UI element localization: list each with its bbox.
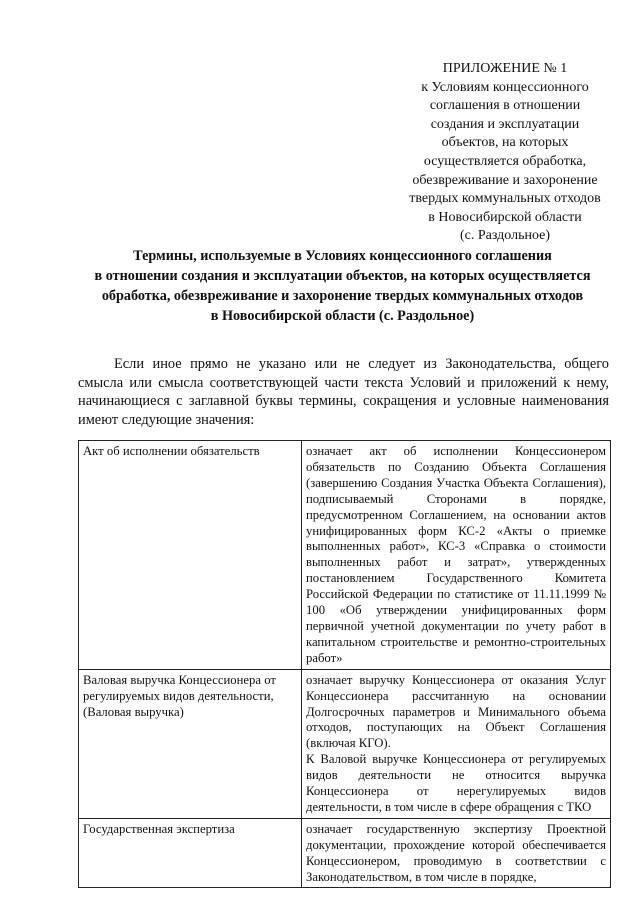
term-cell: Акт об исполнении обязательств: [79, 441, 302, 670]
appendix-line: ПРИЛОЖЕНИЕ № 1: [442, 61, 568, 76]
terms-table: [78, 440, 611, 888]
appendix-header: [385, 60, 625, 246]
appendix-line: к Условиям концессионного: [421, 79, 589, 95]
definition-paragraph: означает выручку Концессионера от оказания Услуг Концессионера рассчитанную на основании Долгосрочных параметров и Минимального объема отходов, поступающих на Объект Соглашения (включая КГО).: [306, 672, 606, 751]
definition-cell: [302, 669, 611, 818]
appendix-line: осуществляется обработка,: [423, 153, 587, 169]
table-row: [79, 818, 611, 888]
appendix-line: создания и эксплуатации: [430, 116, 580, 132]
appendix-line: обезвреживание и захоронение: [412, 172, 598, 188]
term-cell: Валовая выручка Концессионера от регулируемых видов деятельности, (Валовая выручка): [79, 669, 302, 818]
appendix-line: в Новосибирской области: [428, 209, 582, 225]
appendix-line: объектов, на которых: [441, 135, 569, 151]
table-row: [79, 669, 611, 818]
title-line: Термины, используемые в Условиях концессионного соглашения: [133, 248, 552, 264]
intro-paragraph: [78, 355, 609, 429]
appendix-line: (с. Раздольное): [459, 228, 550, 244]
definition-cell: означает государственную экспертизу Проектной документации, прохождение которой обеспечивается Концессионером, проводимую в соответствии с Законодательством, в том числе в порядке,: [302, 818, 611, 888]
definition-cell: означает акт об исполнении Концессионером обязательств по Созданию Объекта Соглашения (завершению Создания Участка Объекта Соглашения), подписываемый Сторонами в порядке, предусмотренном Соглашением, на основании актов унифицированных форм КС-2 «Акты о приемке выполненных работ», КС-3 «Справка о стоимости выполненных работ и затрат», утвержденных постановлением Государственного Комитета Российской Федерации по статистике от 11.11.1999 № 100 «Об утверждении унифицированных форм первичной учетной документации по учету работ в капитальном строительстве и ремонтно-строительных работ»: [302, 441, 611, 670]
title-line: в Новосибирской области (с. Раздольное): [210, 308, 475, 324]
title-line: обработка, обезвреживание и захоронение твердых коммунальных отходов: [101, 288, 584, 304]
term-cell: Государственная экспертиза: [79, 818, 302, 888]
title-line: в отношении создания и эксплуатации объектов, на которых осуществляется: [94, 268, 591, 284]
appendix-line: соглашения в отношении: [429, 98, 581, 114]
intro-text: Если иное прямо не указано или не следует из Законодательства, общего смысла или смысла соответствующей части текста Условий и приложений к нему, начинающиеся с заглавной буквы термины, сокращения и условные наименования имеют следующие значения:: [78, 356, 609, 428]
document-title: [60, 246, 625, 326]
appendix-line: твердых коммунальных отходов: [409, 191, 601, 207]
table-row: [79, 441, 611, 670]
definition-paragraph: К Валовой выручке Концессионера от регулируемых видов деятельности не относится выручка Концессионера от нерегулируемых видов деятельности, в том числе в сфере обращения с ТКО: [306, 752, 606, 814]
